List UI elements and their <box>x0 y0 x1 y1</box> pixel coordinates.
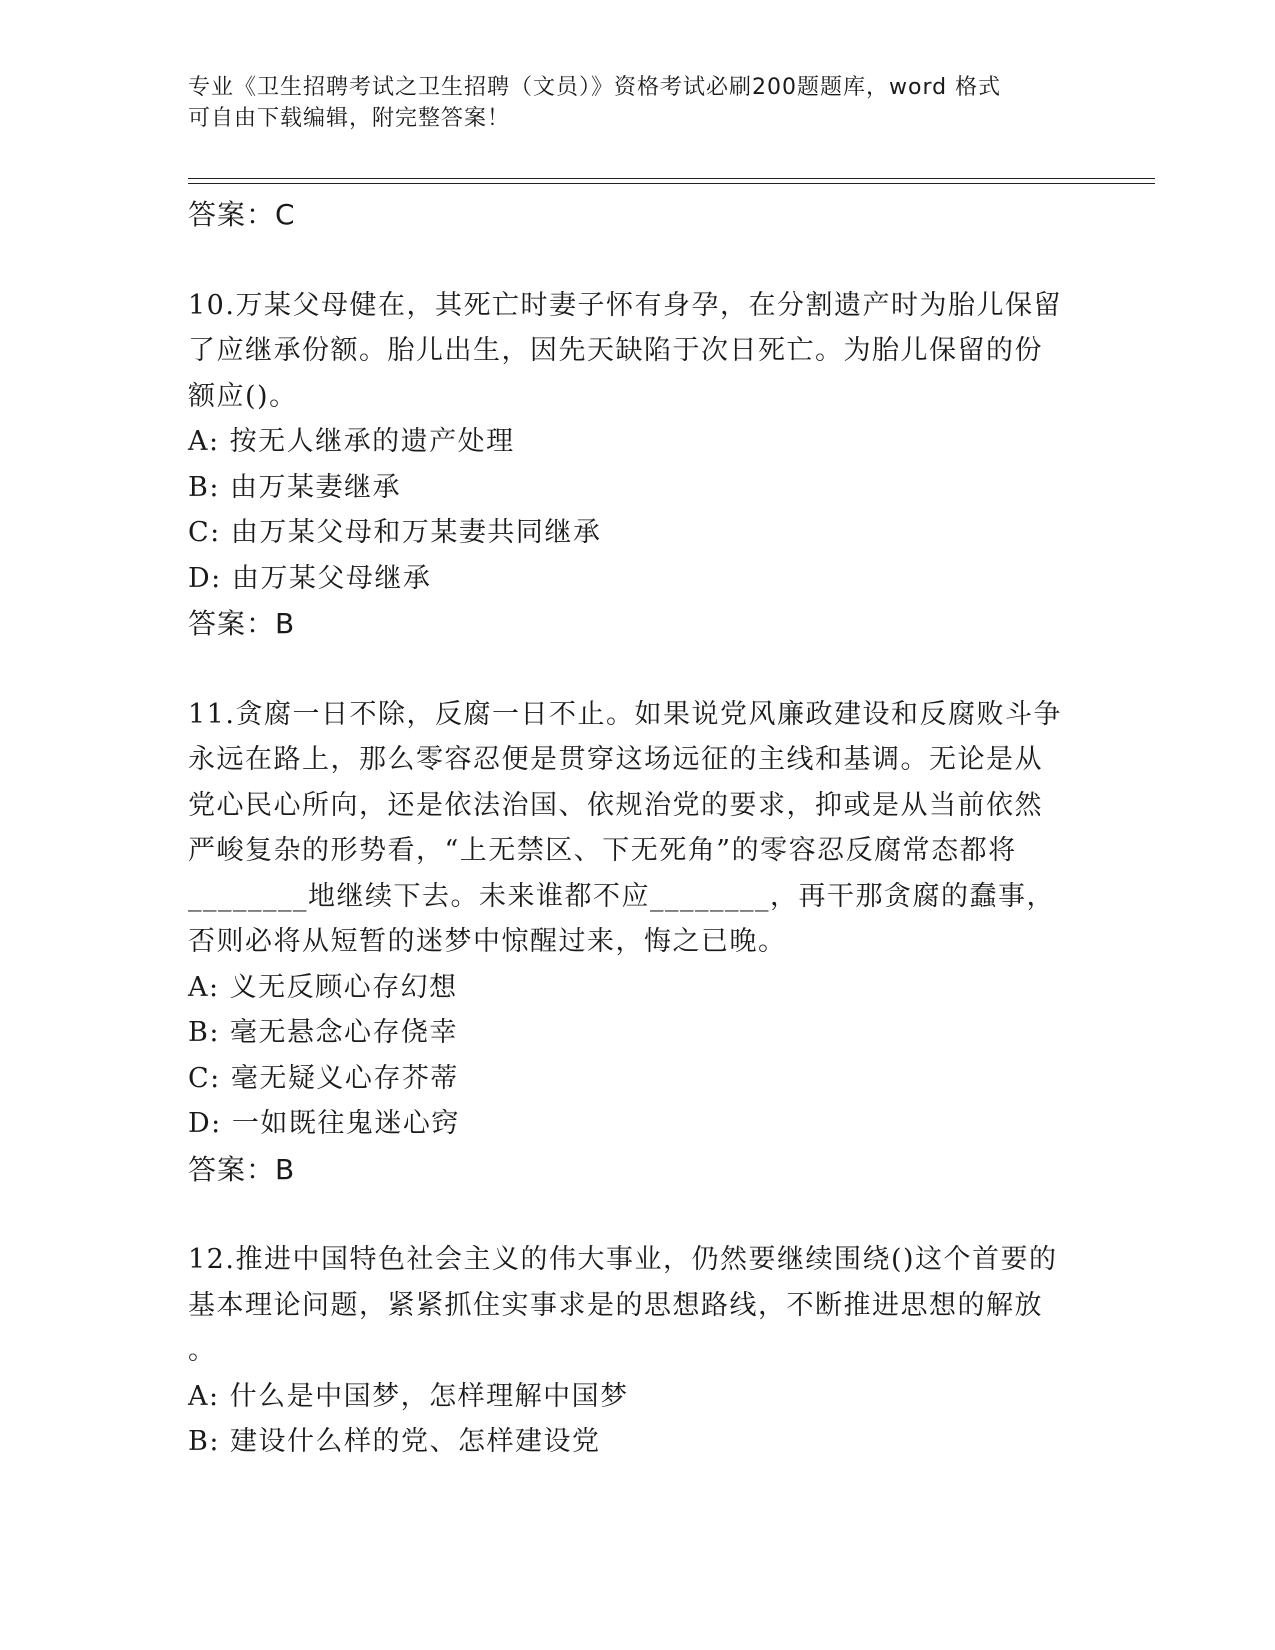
option-b: B: 由万某妻继承 <box>188 471 402 503</box>
question-text-line: 否则必将从短暂的迷梦中惊醒过来，悔之已晚。 <box>188 926 787 957</box>
spacer <box>188 647 1088 692</box>
option-a: A: 按无人继承的遗产处理 <box>188 426 515 457</box>
question-text-line: 额应()。 <box>188 380 298 412</box>
document-body <box>188 186 1088 1465</box>
option-a: A: 义无反顾心存幻想 <box>188 971 458 1003</box>
header-divider-top <box>188 178 1155 179</box>
header-line-1: 专业《卫生招聘考试之卫生招聘（文员）》资格考试必刷200题题库，word 格式 <box>188 75 1002 100</box>
question-text-line: 12.推进中国特色社会主义的伟大事业，仍然要继续围绕()这个首要的 <box>188 1244 1058 1275</box>
question-text-line: 严峻复杂的形势看，“上无禁区、下无死角”的零容忍反腐常态都将 <box>188 835 1017 866</box>
question-text-line: 永远在路上，那么零容忍便是贯穿这场远征的主线和基调。无论是从 <box>188 744 1043 775</box>
spacer <box>188 1192 1088 1237</box>
question-10 <box>188 283 1088 647</box>
header-line-2: 可自由下载编辑，附完整答案！ <box>188 106 511 131</box>
option-d: D: 一如既往鬼迷心窍 <box>188 1108 460 1139</box>
document-header <box>188 72 1088 134</box>
question-11 <box>188 692 1088 1193</box>
question-12 <box>188 1237 1088 1465</box>
option-b: B: 毫无悬念心存侥幸 <box>188 1017 459 1048</box>
option-c: C: 毫无疑义心存芥蒂 <box>188 1062 459 1094</box>
question-text-line: 党心民心所向，还是依法治国、依规治党的要求，抑或是从当前依然 <box>188 789 1043 821</box>
question-text-line: ________地继续下去。未来谁都不应________，再干那贪腐的蠢事， <box>188 880 1055 912</box>
answer: 答案：B <box>188 607 296 640</box>
question-text-line: 了应继承份额。胎儿出生，因先天缺陷于次日死亡。为胎儿保留的份 <box>188 335 1043 366</box>
option-c: C: 由万某父母和万某妻共同继承 <box>188 517 602 548</box>
header-divider-bottom <box>188 183 1155 184</box>
answer-previous-question: 答案：C <box>188 198 296 231</box>
option-a: A: 什么是中国梦，怎样理解中国梦 <box>188 1380 629 1412</box>
option-b: B: 建设什么样的党、怎样建设党 <box>188 1426 601 1457</box>
option-d: D: 由万某父母继承 <box>188 562 432 594</box>
answer: 答案：B <box>188 1152 296 1186</box>
spacer <box>188 238 1088 283</box>
question-text-line: 基本理论问题，紧紧抓住实事求是的思想路线，不断推进思想的解放 <box>188 1289 1043 1321</box>
question-text-line: 11.贪腐一日不除，反腐一日不止。如果说党风廉政建设和反腐败斗争 <box>188 698 1062 730</box>
question-text-line: 。 <box>188 1335 217 1366</box>
question-text-line: 10.万某父母健在，其死亡时妻子怀有身孕，在分割遗产时为胎儿保留 <box>188 289 1062 321</box>
